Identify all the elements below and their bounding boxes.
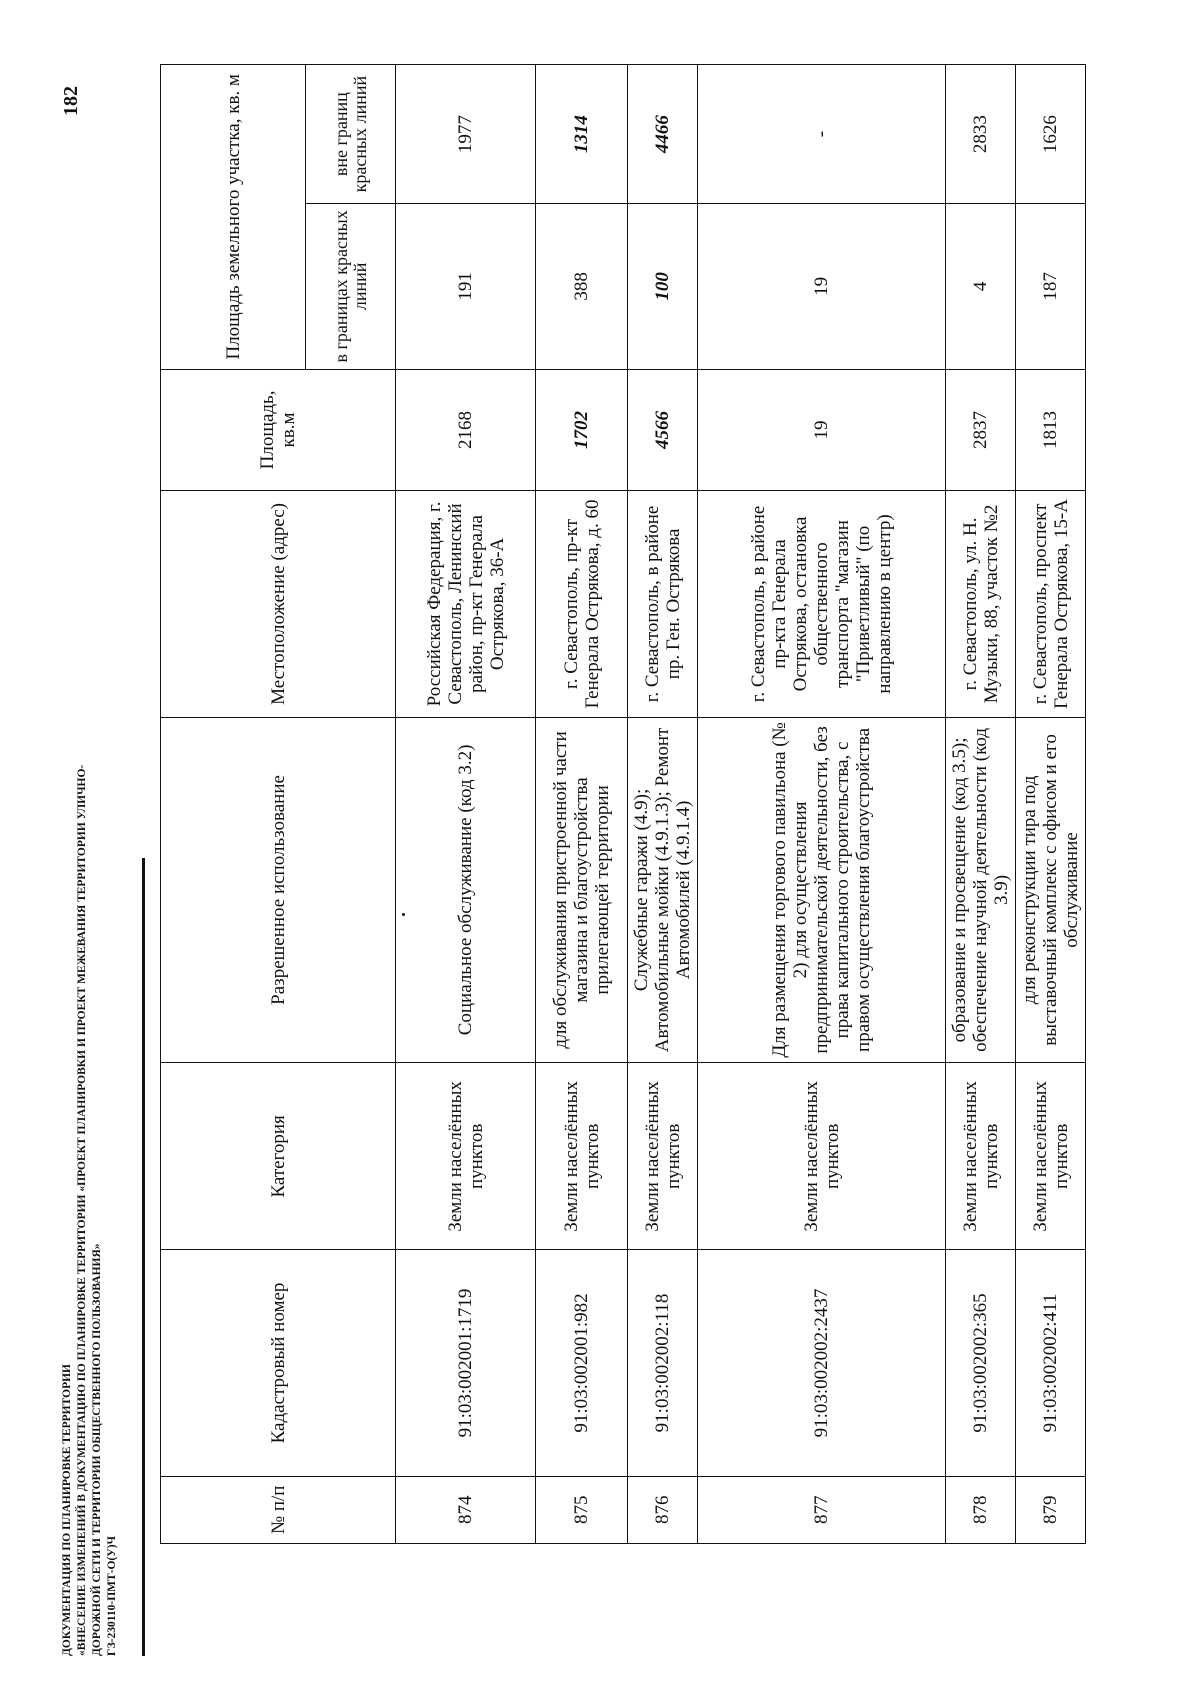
- header-outside-red-lines: вне границ красных линий: [306, 65, 396, 204]
- cell-outside: 4466: [628, 65, 698, 204]
- cell-num: 878: [946, 1476, 1016, 1543]
- table-row: [1016, 65, 1086, 1544]
- cell-cadastral: 91:03:002001:982: [536, 1250, 628, 1476]
- document-header: [60, 764, 120, 1656]
- cell-outside: -: [698, 65, 946, 204]
- table-row: [536, 65, 628, 1544]
- cell-outside: 1977: [396, 65, 536, 204]
- cell-category: Земли населённых пунктов: [396, 1063, 536, 1250]
- cell-location: г. Севастополь, проспект Генерала Острякова, 15-А: [1016, 491, 1086, 717]
- header-line-1: ДОКУМЕНТАЦИЯ ПО ПЛАНИРОВКЕ ТЕРРИТОРИИ: [61, 1364, 73, 1656]
- header-usage: Разрешенное использование: [161, 717, 396, 1063]
- cell-outside: 1314: [536, 65, 628, 204]
- header-line-2: «ВНЕСЕНИЕ ИЗМЕНЕНИЙ В ДОКУМЕНТАЦИЮ ПО ПЛАНИРОВКЕ ТЕРРИТОРИИ «ПРОЕКТ ПЛАНИРОВКИ И ПРОЕКТ МЕЖЕВАНИЯ ТЕРРИТОРИИ УЛИЧНО-: [76, 764, 88, 1656]
- cell-location: г. Севастополь, в районе пр. Ген. Острякова: [628, 491, 698, 717]
- page-number: 182: [60, 86, 82, 116]
- cell-inside: 19: [698, 204, 946, 369]
- cell-inside: 191: [396, 204, 536, 369]
- cell-usage: Социальное обслуживание (код 3.2): [396, 717, 536, 1063]
- cell-category: Земли населённых пунктов: [946, 1063, 1016, 1250]
- cell-cadastral: 91:03:002002:118: [628, 1250, 698, 1476]
- header-line-3: ДОРОЖНОЙ СЕТИ И ТЕРРИТОРИИ ОБЩЕСТВЕННОГО ПОЛЬЗОВАНИЯ»: [91, 1243, 103, 1656]
- cell-usage: Для размещения торгового павильона (№ 2) для осуществления предпринимательской деятельности, без права капитального строительства, с правом осуществления благоустройства: [698, 717, 946, 1063]
- header-divider: [142, 858, 145, 1656]
- header-area: Площадь, кв.м: [161, 369, 396, 491]
- table-row: [698, 65, 946, 1544]
- cell-area: 2837: [946, 369, 1016, 491]
- table-row: [946, 65, 1016, 1544]
- cell-usage: для реконструкции тира под выставочный комплекс с офисом и его обслуживание: [1016, 717, 1086, 1063]
- header-cadastral: Кадастровый номер: [161, 1250, 396, 1476]
- cell-cadastral: 91:03:002001:1719: [396, 1250, 536, 1476]
- cell-area: 1702: [536, 369, 628, 491]
- cell-inside: 187: [1016, 204, 1086, 369]
- cell-usage: Служебные гаражи (4.9); Автомобильные мойки (4.9.1.3); Ремонт Автомобилей (4.9.1.4): [628, 717, 698, 1063]
- cell-category: Земли населённых пунктов: [698, 1063, 946, 1250]
- cell-inside: 388: [536, 204, 628, 369]
- table-row: [396, 65, 536, 1544]
- header-inside-red-lines: в границах красных линий: [306, 204, 396, 369]
- cell-location: Российская Федерация, г. Севастополь, Ленинский район, пр-кт Генерала Острякова, 36-А: [396, 491, 536, 717]
- cell-inside: 100: [628, 204, 698, 369]
- cell-num: 875: [536, 1476, 628, 1543]
- cell-num: 874: [396, 1476, 536, 1543]
- cell-outside: 2833: [946, 65, 1016, 204]
- cell-num: 876: [628, 1476, 698, 1543]
- cell-usage: образование и просвещение (код 3.5); обеспечение научной деятельности (код 3.9): [946, 717, 1016, 1063]
- land-plots-table: [160, 64, 1086, 1544]
- cell-usage: для обслуживания пристроенной части магазина и благоустройства прилегающей территории: [536, 717, 628, 1063]
- cell-location: г. Севастополь, в районе пр-кта Генерала Острякова, остановка общественного транспорта "магазин "Приветливый" (по направлению в центр): [698, 491, 946, 717]
- table-row: [628, 65, 698, 1544]
- cell-cadastral: 91:03:002002:365: [946, 1250, 1016, 1476]
- cell-location: г. Севастополь, пр-кт Генерала Острякова, д. 60: [536, 491, 628, 717]
- cell-num: 877: [698, 1476, 946, 1543]
- header-plot-area-group: Площадь земельного участка, кв. м: [161, 65, 306, 370]
- cell-category: Земли населённых пунктов: [1016, 1063, 1086, 1250]
- header-category: Категория: [161, 1063, 396, 1250]
- header-num: № п/п: [161, 1476, 396, 1543]
- cell-area: 1813: [1016, 369, 1086, 491]
- cell-area: 19: [698, 369, 946, 491]
- cell-area: 2168: [396, 369, 536, 491]
- header-location: Местоположение (адрес): [161, 491, 396, 717]
- cell-cadastral: 91:03:002002:2437: [698, 1250, 946, 1476]
- cell-inside: 4: [946, 204, 1016, 369]
- cell-num: 879: [1016, 1476, 1086, 1543]
- cell-category: Земли населённых пунктов: [536, 1063, 628, 1250]
- cell-cadastral: 91:03:002002:411: [1016, 1250, 1086, 1476]
- cell-area: 4566: [628, 369, 698, 491]
- cell-location: г. Севастополь, ул. Н. Музыки, 88, участок №2: [946, 491, 1016, 717]
- cell-outside: 1626: [1016, 65, 1086, 204]
- cell-category: Земли населённых пунктов: [628, 1063, 698, 1250]
- header-line-4: ГЗ-230110-ПМТ-О(У)Ч: [106, 1536, 118, 1656]
